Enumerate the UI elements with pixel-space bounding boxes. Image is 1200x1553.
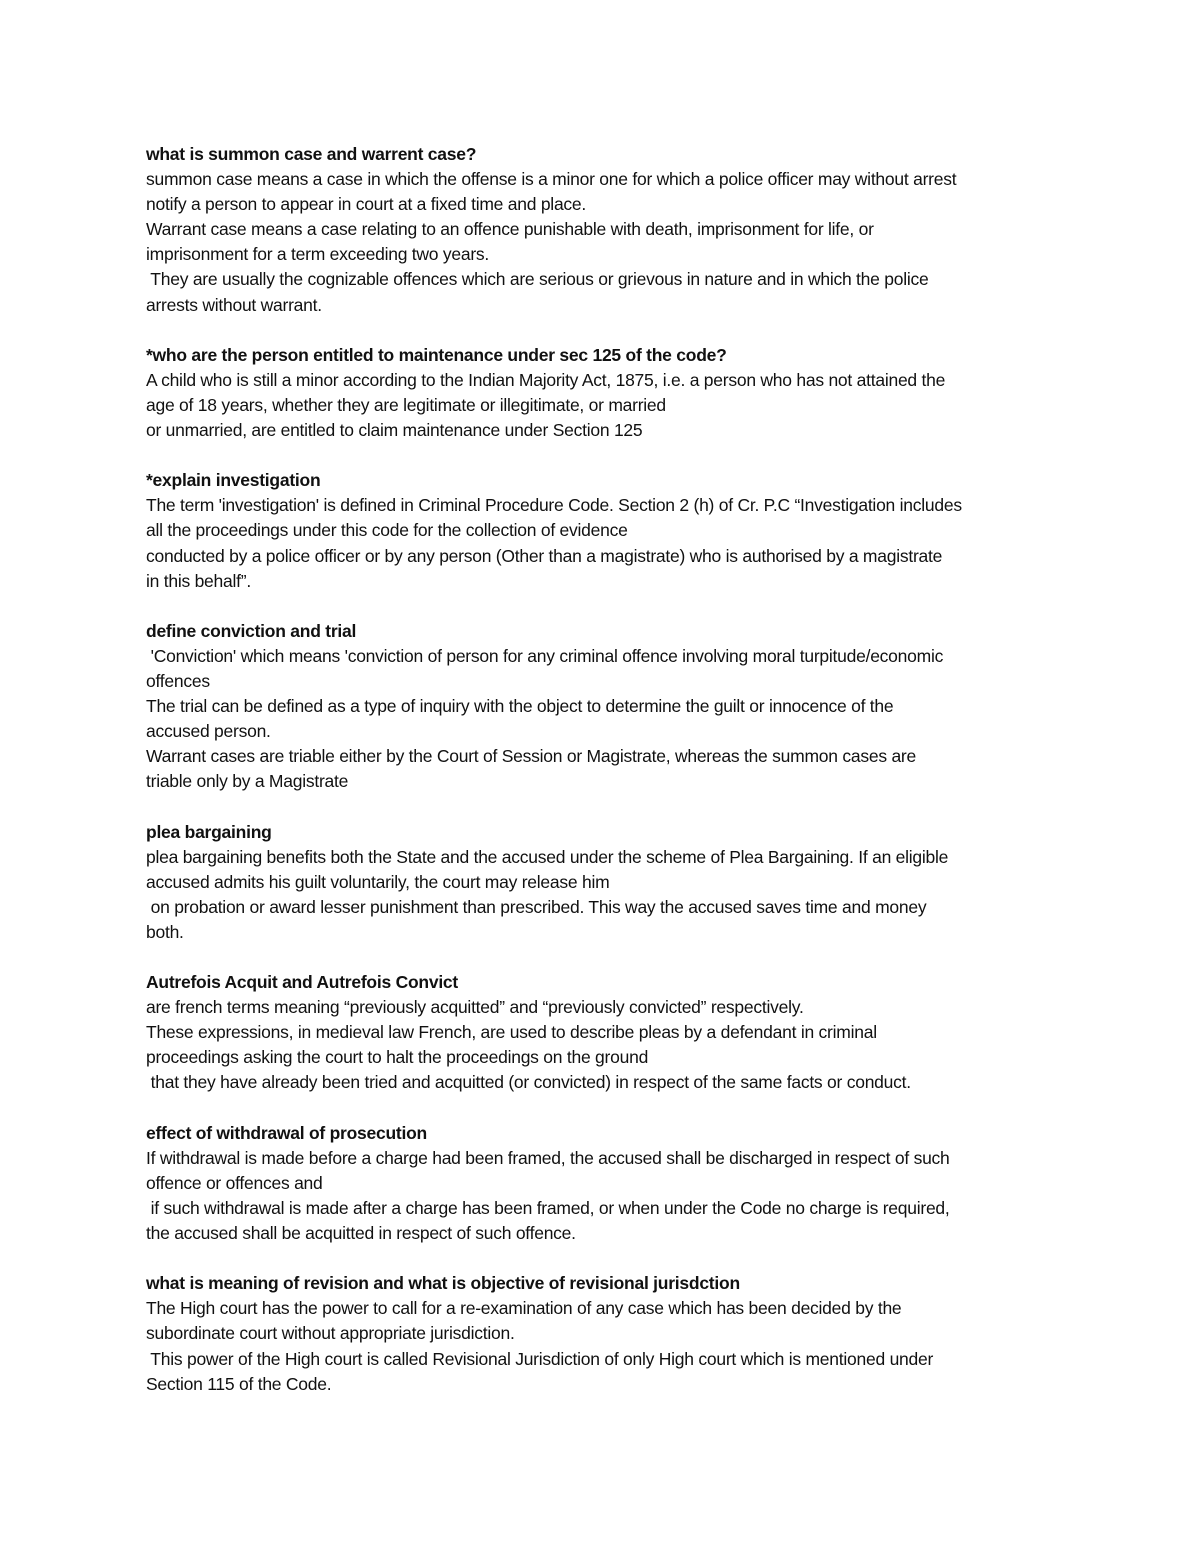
section-spacer <box>146 443 1066 468</box>
paragraph-line: Section 115 of the Code. <box>146 1373 332 1394</box>
paragraph-line: The trial can be defined as a type of inquiry with the object to determine the guilt or innocence of the <box>146 696 894 717</box>
section-heading: effect of withdrawal of prosecution <box>146 1122 427 1143</box>
section-investigation <box>146 468 1066 593</box>
paragraph-line: imprisonment for a term exceeding two years. <box>146 244 490 265</box>
paragraph-line: conducted by a police officer or by any person (Other than a magistrate) who is authorised by a magistrate <box>146 545 943 566</box>
paragraph-line: age of 18 years, whether they are legitimate or illegitimate, or married <box>146 394 666 415</box>
section-plea-bargaining <box>146 820 1066 945</box>
paragraph-line: plea bargaining benefits both the State and the accused under the scheme of Plea Bargaining. If an eligible <box>146 846 949 867</box>
section-spacer <box>146 794 1066 819</box>
paragraph-line: the accused shall be acquitted in respect of such offence. <box>146 1223 576 1244</box>
paragraph-line: The term 'investigation' is defined in Criminal Procedure Code. Section 2 (h) of Cr. P.C “Investigation includes <box>146 495 962 516</box>
paragraph-line: The High court has the power to call for a re-examination of any case which has been decided by the <box>146 1298 902 1319</box>
section-heading: define conviction and trial <box>146 620 357 641</box>
paragraph-line: If withdrawal is made before a charge had been framed, the accused shall be discharged in respect of such <box>146 1147 950 1168</box>
paragraph-line: subordinate court without appropriate jurisdiction. <box>146 1323 515 1344</box>
section-spacer <box>146 1246 1066 1271</box>
paragraph-line: accused admits his guilt voluntarily, the court may release him <box>146 871 610 892</box>
paragraph-line: on probation or award lesser punishment than prescribed. This way the accused saves time and money <box>146 896 927 917</box>
paragraph-line: offences <box>146 670 210 691</box>
paragraph-line: in this behalf”. <box>146 570 251 591</box>
document-page <box>146 142 1066 1397</box>
paragraph-line: offence or offences and <box>146 1172 323 1193</box>
paragraph-line: are french terms meaning “previously acquitted” and “previously convicted” respectively. <box>146 997 804 1018</box>
section-spacer <box>146 945 1066 970</box>
section-spacer <box>146 1096 1066 1121</box>
paragraph-line: Warrant case means a case relating to an offence punishable with death, imprisonment for life, or <box>146 219 874 240</box>
section-heading: what is meaning of revision and what is objective of revisional jurisdction <box>146 1273 740 1294</box>
section-heading: plea bargaining <box>146 821 272 842</box>
paragraph-line: that they have already been tried and acquitted (or convicted) in respect of the same facts or conduct. <box>146 1072 911 1093</box>
paragraph-line: or unmarried, are entitled to claim maintenance under Section 125 <box>146 420 643 441</box>
section-autrefois <box>146 970 1066 1095</box>
paragraph-line: A child who is still a minor according to the Indian Majority Act, 1875, i.e. a person who has not attained the <box>146 369 946 390</box>
paragraph-line: if such withdrawal is made after a charge has been framed, or when under the Code no charge is required, <box>146 1197 950 1218</box>
paragraph-line: summon case means a case in which the offense is a minor one for which a police officer may without arrest <box>146 169 957 190</box>
paragraph-line: These expressions, in medieval law French, are used to describe pleas by a defendant in criminal <box>146 1022 877 1043</box>
paragraph-line: both. <box>146 921 184 942</box>
section-spacer <box>146 318 1066 343</box>
paragraph-line: arrests without warrant. <box>146 294 322 315</box>
paragraph-line: proceedings asking the court to halt the proceedings on the ground <box>146 1047 649 1068</box>
section-heading: what is summon case and warrent case? <box>146 144 477 164</box>
paragraph-line: This power of the High court is called Revisional Jurisdiction of only High court which is mentioned under <box>146 1348 934 1369</box>
section-heading: Autrefois Acquit and Autrefois Convict <box>146 972 458 993</box>
section-heading: *explain investigation <box>146 470 321 491</box>
section-revision <box>146 1271 1066 1396</box>
paragraph-line: triable only by a Magistrate <box>146 771 349 792</box>
paragraph-line: They are usually the cognizable offences which are serious or grievous in nature and in which the police <box>146 269 929 290</box>
paragraph-line: notify a person to appear in court at a fixed time and place. <box>146 194 587 215</box>
paragraph-line: 'Conviction' which means 'conviction of person for any criminal offence involving moral turpitude/economic <box>146 645 944 666</box>
section-maintenance <box>146 343 1066 443</box>
paragraph-line: accused person. <box>146 721 271 742</box>
section-heading: *who are the person entitled to maintenance under sec 125 of the code? <box>146 344 727 365</box>
section-spacer <box>146 594 1066 619</box>
section-conviction-trial <box>146 619 1066 795</box>
section-withdrawal <box>146 1121 1066 1246</box>
section-summon-warrant <box>146 142 1066 318</box>
paragraph-line: all the proceedings under this code for the collection of evidence <box>146 520 628 541</box>
paragraph-line: Warrant cases are triable either by the Court of Session or Magistrate, whereas the summon cases are <box>146 746 916 767</box>
